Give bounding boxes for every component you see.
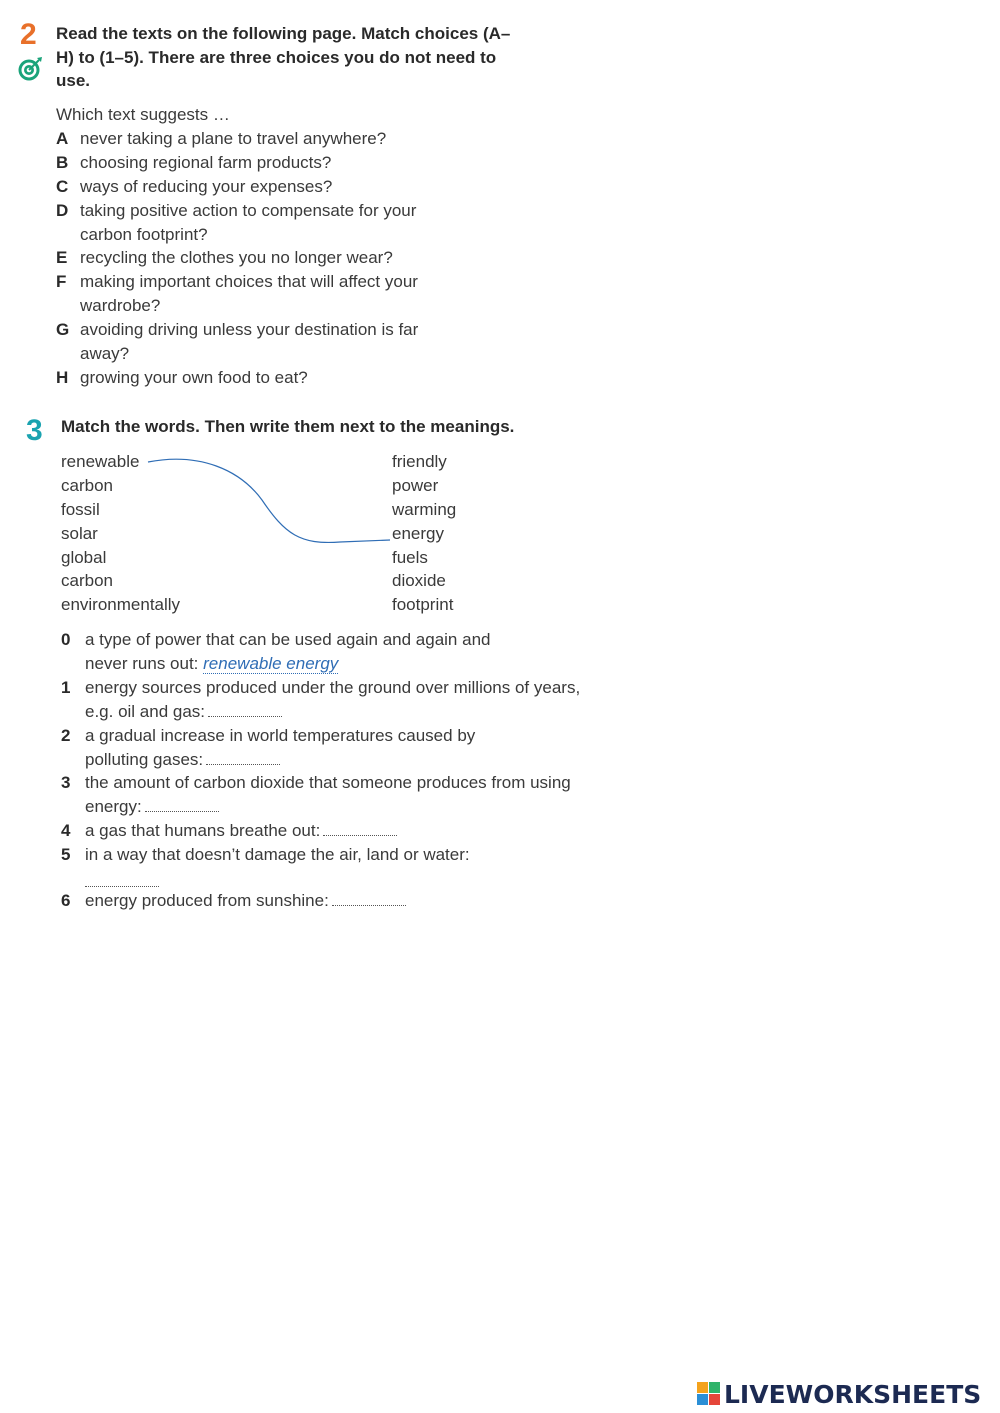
- example-answer: renewable energy: [203, 654, 339, 673]
- answer-blank[interactable]: [206, 748, 280, 765]
- choice-text: avoiding driving unless your destination is far away?: [80, 320, 419, 363]
- right-word[interactable]: dioxide: [392, 571, 446, 590]
- right-word[interactable]: fuels: [392, 548, 428, 567]
- choice-b: [56, 151, 480, 175]
- left-word[interactable]: environmentally: [61, 595, 181, 614]
- left-word[interactable]: fossil: [61, 500, 100, 519]
- choice-letter: A: [56, 129, 69, 148]
- exercise-3-instruction: Match the words. Then write them next to the meanings.: [61, 417, 515, 436]
- left-word[interactable]: solar: [61, 524, 98, 543]
- definition-5: [61, 843, 581, 867]
- definition-text: in a way that doesn’t damage the air, land or water:: [85, 845, 470, 864]
- answer-blank[interactable]: [332, 889, 406, 906]
- definition-text: energy sources produced under the ground over millions of years, e.g. oil and gas:: [85, 678, 581, 721]
- choice-letter: E: [56, 248, 68, 267]
- choice-c: [56, 175, 480, 199]
- definition-text: a gradual increase in world temperatures caused by polluting gases:: [85, 726, 476, 769]
- definition-text: a type of power that can be used again and again and never runs out:: [85, 630, 491, 673]
- definition-text: a gas that humans breathe out:: [85, 821, 321, 840]
- exercise-3-number: 3: [26, 414, 43, 447]
- choice-text: choosing regional farm products?: [80, 153, 332, 172]
- exercise-2-number: 2: [20, 18, 37, 51]
- definition-3: [61, 771, 581, 819]
- definition-number: 4: [61, 821, 71, 840]
- choice-letter: B: [56, 153, 69, 172]
- answer-blank[interactable]: [323, 819, 397, 836]
- choice-text: making important choices that will affect your wardrobe?: [80, 272, 418, 315]
- definition-4: [61, 819, 581, 843]
- logo-blocks-icon: [697, 1381, 721, 1407]
- definition-2: [61, 724, 526, 772]
- definition-text: energy produced from sunshine:: [85, 891, 329, 910]
- definition-6: [61, 889, 581, 913]
- choice-text: ways of reducing your expenses?: [80, 177, 333, 196]
- choice-d: [56, 199, 460, 247]
- definition-number: 1: [61, 678, 71, 697]
- choice-letter: G: [56, 320, 70, 339]
- choice-g: [56, 318, 460, 366]
- brand-name: LIVEWORKSHEETS: [724, 1379, 982, 1409]
- left-word[interactable]: renewable: [61, 452, 140, 471]
- choice-h: [56, 366, 480, 390]
- choice-e: [56, 246, 480, 270]
- choice-text: taking positive action to compensate for your carbon footprint?: [80, 201, 417, 244]
- right-word[interactable]: energy: [392, 524, 444, 543]
- choice-text: never taking a plane to travel anywhere?: [80, 129, 387, 148]
- left-word[interactable]: carbon: [61, 476, 113, 495]
- right-word[interactable]: friendly: [392, 452, 447, 471]
- choice-letter: H: [56, 368, 69, 387]
- exercise-2-instruction: Read the texts on the following page. Match choices (A–H) to (1–5). There are three choices you do not need to use.: [56, 24, 511, 90]
- right-word[interactable]: warming: [392, 500, 457, 519]
- choice-text: growing your own food to eat?: [80, 368, 308, 387]
- definition-number: 2: [61, 726, 71, 745]
- choice-letter: C: [56, 177, 69, 196]
- definition-number: 3: [61, 773, 71, 792]
- definition-0: [61, 628, 531, 676]
- target-icon: [17, 56, 43, 82]
- left-word[interactable]: global: [61, 548, 107, 567]
- exercise-2-intro: Which text suggests …: [56, 105, 230, 124]
- left-word[interactable]: carbon: [61, 571, 113, 590]
- liveworksheets-logo: [697, 1378, 981, 1410]
- definition-number: 0: [61, 630, 71, 649]
- answer-blank[interactable]: [145, 795, 219, 812]
- right-word[interactable]: power: [392, 476, 439, 495]
- choice-text: recycling the clothes you no longer wear?: [80, 248, 393, 267]
- definition-text: the amount of carbon dioxide that someone produces from using energy:: [85, 773, 571, 816]
- choice-f: [56, 270, 465, 318]
- choice-letter: D: [56, 201, 69, 220]
- answer-blank[interactable]: [208, 700, 282, 717]
- choice-a: [56, 127, 480, 151]
- definition-number: 6: [61, 891, 71, 910]
- answer-blank[interactable]: [85, 872, 159, 887]
- right-word[interactable]: footprint: [392, 595, 454, 614]
- definition-1: [61, 676, 581, 724]
- choice-letter: F: [56, 272, 67, 291]
- definition-number: 5: [61, 845, 71, 864]
